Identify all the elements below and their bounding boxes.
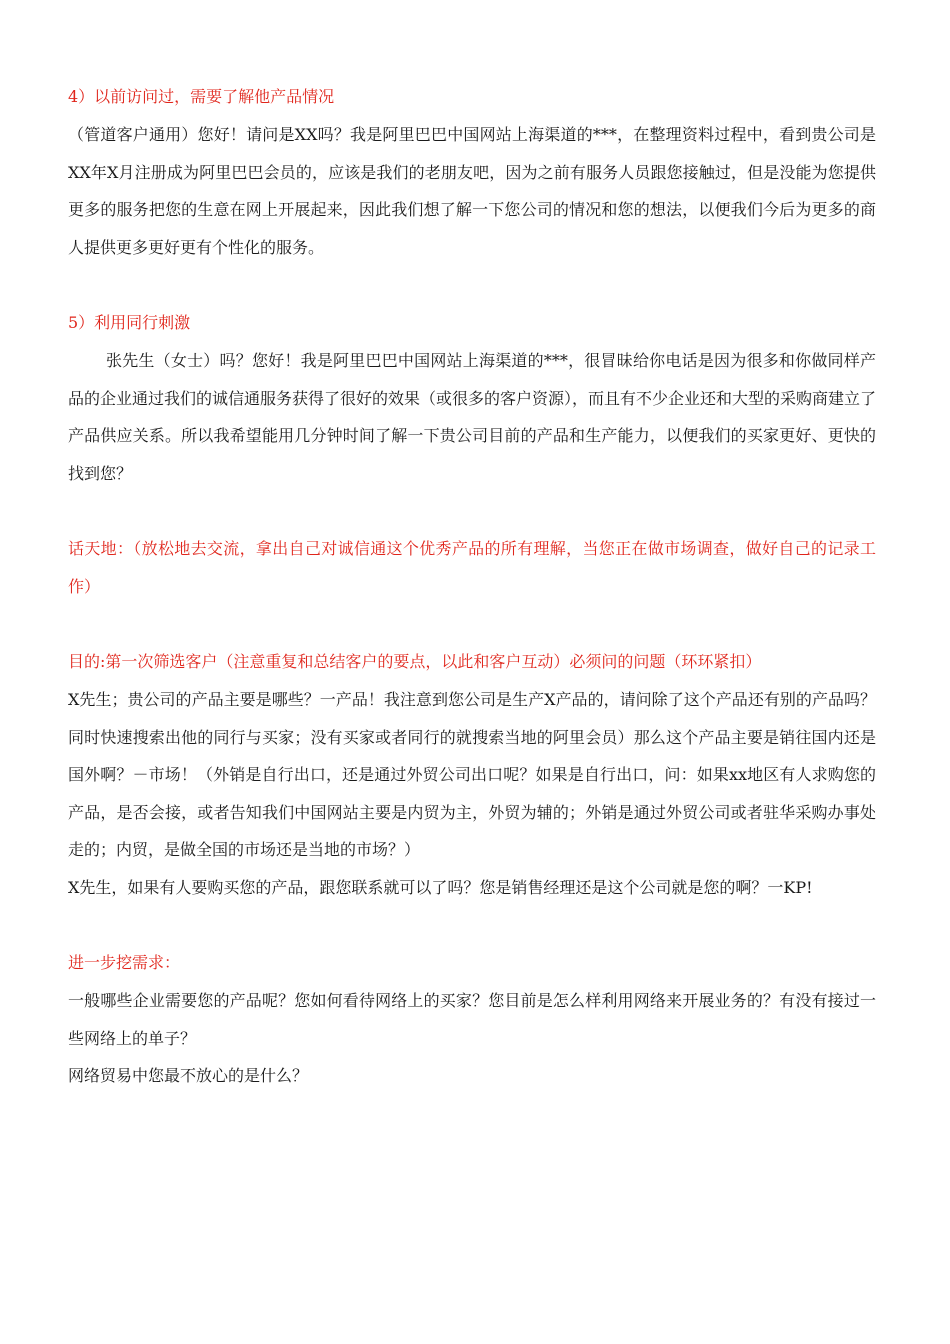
section-purpose [68,643,876,906]
section-body: X先生，如果有人要购买您的产品，跟您联系就可以了吗？您是销售经理还是这个公司就是您的啊？一KP! [68,877,813,897]
section-further-needs [68,944,876,1095]
section-small-talk [68,530,876,605]
document-page [68,78,876,1095]
section-body: X先生；贵公司的产品主要是哪些？一产品！我注意到您公司是生产X产品的，请问除了这个产品还有别的产品吗？同时快速搜索出他的同行与买家；没有买家或者同行的就搜索当地的阿里会员）那么这个产品主要是销往国内还是国外啊？－市场！（外销是自行出口，还是通过外贸公司出口呢？如果是自行出口，问：如果xx地区有人求购您的产品，是否会接，或者告知我们中国网站主要是内贸为主，外贸为辅的；外销是通过外贸公司或者驻华采购办事处走的；内贸，是做全国的市场还是当地的市场？） [68,690,876,859]
section-body: 一般哪些企业需要您的产品呢？您如何看待网络上的买家？您目前是怎么样利用网络来开展业务的？有没有接过一些网络上的单子？ [68,991,876,1048]
spacer [68,605,876,643]
section-peer-stimulation [68,304,876,492]
spacer [68,492,876,530]
section-body: （管道客户通用）您好！请问是XX吗？我是阿里巴巴中国网站上海渠道的***，在整理资料过程中，看到贵公司是XX年X月注册成为阿里巴巴会员的，应该是我们的老朋友吧，因为之前有服务人员跟您接触过，但是没能为您提供更多的服务把您的生意在网上开展起来，因此我们想了解一下您公司的情况和您的想法，以便我们今后为更多的商人提供更多更好更有个性化的服务。 [68,125,876,257]
section-body: 张先生（女士）吗？您好！我是阿里巴巴中国网站上海渠道的***，很冒昧给你电话是因为很多和你做同样产品的企业通过我们的诚信通服务获得了很好的效果（或很多的客户资源），而且有不少企业还和大型的采购商建立了产品供应关系。所以我希望能用几分钟时间了解一下贵公司目前的产品和生产能力，以便我们的买家更好、更快的找到您？ [68,351,877,483]
section-previously-visited [68,78,876,266]
small-talk-note: 话天地：（放松地去交流，拿出自己对诚信通这个优秀产品的所有理解，当您正在做市场调查，做好自己的记录工作） [68,539,876,596]
spacer [68,906,876,944]
section-body: 网络贸易中您最不放心的是什么？ [68,1066,309,1085]
spacer [68,266,876,304]
section-heading: 进一步挖需求： [68,953,181,972]
section-heading: 5）利用同行刺激 [68,313,191,332]
section-heading: 4）以前访问过，需要了解他产品情况 [68,87,335,106]
section-heading: 目的:第一次筛选客户（注意重复和总结客户的要点，以此和客户互动）必须问的问题（环环紧扣） [68,652,762,671]
